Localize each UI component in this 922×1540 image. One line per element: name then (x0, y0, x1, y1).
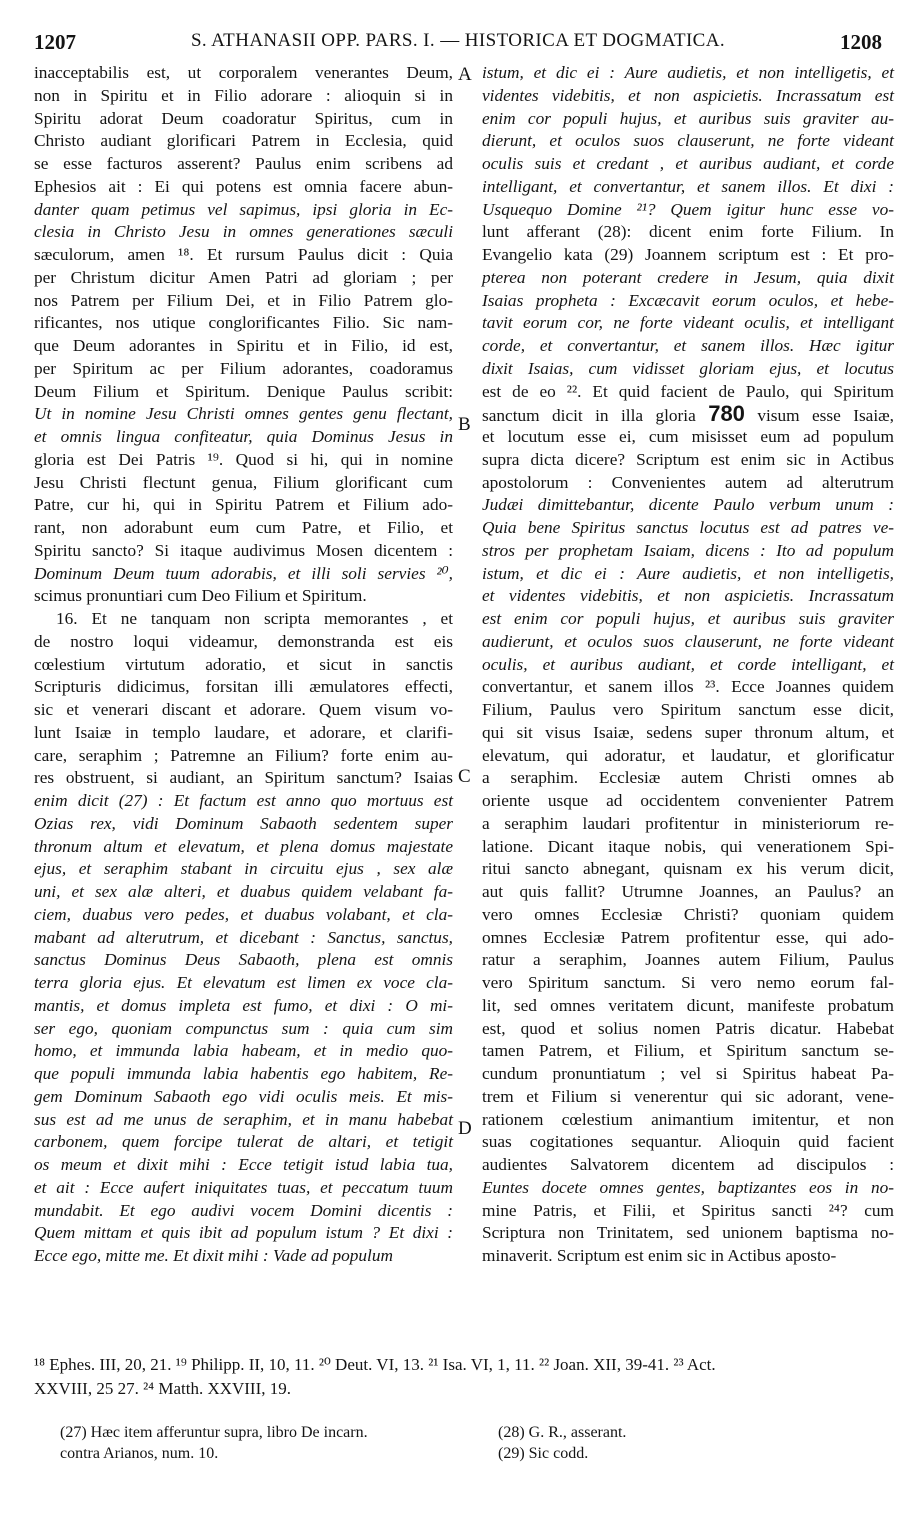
text-line: Christo audiant glorificari Patrem in Ecclesia, quid (34, 131, 453, 151)
footnote-line: (27) Hæc item afferuntur supra, libro De incarn. (60, 1424, 368, 1441)
text-line: de nostro loqui videamur, demonstranda est eis (34, 631, 453, 651)
text-line: et videntes videbitis, et non aspicietis. Incrassatum (482, 586, 894, 606)
text-line: inacceptabilis est, ut corporalem venerantes Deum, (34, 63, 453, 82)
text-line: a seraphim laudari profitentur in ministeriorum re- (482, 813, 894, 833)
text-line: ritui sancto abnegant, quisnam ex his verum dicit, (482, 859, 894, 879)
text-line: minaverit. Scriptum est enim sic in Actibus aposto- (482, 1246, 837, 1265)
text-line: sic et venerari discant et adorare. Quem visum vo- (34, 700, 453, 719)
text-line: trem et Filium si venerentur qui sic adorant, vene- (482, 1086, 894, 1106)
text-line: nos Patrem per Filium Dei, et in Filio Patrem glo- (34, 290, 453, 310)
text-line: rificantes, nos utique conglorificantes Filio. Sic nam- (34, 313, 453, 333)
text-line: istum, et dic ei : Aure audietis, et non intelligetis, (482, 563, 894, 583)
reference-line: XXVIII, 25 27. ²⁴ Matth. XXVIII, 19. (34, 1379, 292, 1398)
text-line: homo, et immunda labia habeam, et in medio quo- (34, 1041, 453, 1061)
text-line: tamen Patrem, et Filium, et Spiritum sanctum se- (482, 1041, 894, 1061)
text-line: que populi immunda labia habentis ego habitem, Re- (34, 1064, 453, 1083)
scripture-references (34, 1353, 894, 1401)
text-line: dixit Isaias, cum vidisset gloriam ejus, et locutus (482, 358, 894, 378)
text-line: tavit eorum cor, ne forte videant oculis, et intelligant (482, 313, 894, 333)
text-line: Spiritu sancto? Si itaque audivimus Mosen dicentem : (34, 540, 453, 560)
text-line: gloria est Dei Patris ¹⁹. Quod si hi, qui in nomine (34, 449, 453, 469)
text-line: Ephesios ait : Ei qui potens est omnia facere abun- (34, 176, 453, 196)
text-line: oriente usque ad occidentem convenienter Patrem (482, 791, 894, 810)
text-line: vero omnes Ecclesiæ Christi? quoniam quidem (482, 904, 894, 924)
text-line: et locutum esse ei, cum misisset eum ad populum (482, 427, 894, 446)
text-line: mabant ad alterutrum, et dicebant : Sanctus, sanctus, (34, 927, 453, 947)
text-line: 16. Et ne tanquam non scripta memorantes , et (56, 609, 453, 628)
text-line: non in Spiritu et in Filio adorare : alioquin si in (34, 85, 453, 105)
text-line: corde, et convertantur, et sanem illos. Hæc igitur (482, 336, 894, 355)
text-line: et ait : Ecce aufert iniquitates tuas, et peccatum tuum (34, 1177, 453, 1197)
text-line: Quem mittam et quis ibit ad populum istum ? Et dixi : (34, 1223, 453, 1243)
text-line: os meum et dixit mihi : Ecce tetigit istud labia tua, (34, 1155, 453, 1174)
text-line: a seraphim. Ecclesiæ autem Christi omnes ab (482, 768, 894, 788)
margin-letter-b: B (458, 414, 471, 435)
text-line: lunt Isaiæ in templo laudare, et adorare, et clarifi- (34, 722, 453, 742)
text-line: lit, sed omnes veritatem dicunt, manifeste probatum (482, 995, 894, 1015)
text-line: gem Dominum Sabaoth ego vidi oculis meis. Et mis- (34, 1086, 453, 1106)
page-number-left: 1207 (34, 30, 76, 54)
text-line: Ecce ego, mitte me. Et dixit mihi : Vade ad populum (34, 1246, 393, 1265)
margin-letter-d: D (458, 1118, 472, 1139)
text-line: ser ego, quoniam compunctus sum : quia cum sim (34, 1018, 453, 1038)
text-line: sanctum dicit in illa gloria 780 visum esse Isaiæ, (482, 401, 894, 427)
text-line: Dominum Deum tuum adorabis, et illi soli servies ²⁰, (34, 563, 453, 583)
text-line: Scriptura non Trinitatem, sed unionem baptisma no- (482, 1223, 894, 1243)
text-line: per Christum dicitur Amen Patri ad gloriam ; per (34, 267, 453, 287)
text-line: que Deum adorantes in Spiritu et in Filio, id est, (34, 336, 453, 355)
text-line: uni, et sex alæ alteri, et duabus quidem velabant fa- (34, 882, 453, 901)
text-line: est, quod et solius nomen Patris dicatur. Habebat (482, 1018, 894, 1038)
footnote-line: (28) G. R., asserant. (498, 1424, 627, 1441)
text-line: stros per prophetam Isaiam, dicens : Ito ad populum (482, 540, 894, 560)
text-line: qui sit visus Isaiæ, sedens super thronum altum, et (482, 722, 894, 742)
text-line: Quia bene Spiritus sanctus locutus est ad patres ve- (482, 518, 894, 537)
text-line: aut quis fallit? Utrumne Joannes, an Paulus? an (482, 882, 894, 901)
right-column (482, 62, 894, 1268)
text-line: audierunt, et oculos suos clauserunt, ne forte videant (482, 631, 894, 651)
text-line: ciem, duabus vero pedes, et duabus volabant, et cla- (34, 904, 453, 924)
text-line: et omnis lingua confiteatur, quia Dominus Jesus in (34, 427, 453, 446)
margin-letter-a: A (458, 64, 472, 85)
text-line: Filium, Paulus vero Spiritum sanctum esse dicit, (482, 700, 894, 719)
text-line: Jesu Christi flectunt genua, Filium glorificant cum (34, 472, 453, 492)
text-line: lunt afferant (28): dicent enim forte Filium. In (482, 222, 894, 242)
text-line: cœlestium virtutum adoratio, et sicut in sanctis (34, 654, 453, 674)
text-line: ratur a seraphim, Joannes autem Filium, Paulus (482, 950, 894, 970)
text-line: elevatum, qui adoratur, et laudatur, et glorificatur (482, 745, 894, 765)
text-line: ejus, et seraphim stabant in circuitu ejus , sex alæ (34, 859, 453, 879)
text-line: oculis suis et credant , et auribus audiant, et corde (482, 154, 894, 173)
text-line: Scripturis didicimus, forsitan illi æmulatores effecti, (34, 677, 453, 697)
text-line: mundabit. Et ego audivi vocem Domini dicentis : (34, 1200, 453, 1220)
text-line: Deum Filium et Spiritum. Denique Paulus scribit: (34, 381, 453, 401)
text-line: cundum pronuntiatum ; vel si Spiritus habeat Pa- (482, 1064, 894, 1083)
left-column (34, 62, 453, 1268)
text-line: latione. Dicant itaque nobis, qui venerationem Spi- (482, 836, 894, 856)
text-line: sanctus Dominus Deus Sabaoth, plena est omnis (34, 950, 453, 970)
running-header (34, 30, 882, 60)
text-line: Patre, cur hi, qui in Spiritu Patrem et Filium ado- (34, 495, 453, 515)
text-line: Spiritu adorat Deum coadoratur Spiritus, cum in (34, 108, 453, 128)
text-line: mine Patris, et Filii, et Spiritus sancti ²⁴? cum (482, 1200, 894, 1220)
text-line: terra gloria ejus. Et elevatum est limen ex voce cla- (34, 973, 453, 992)
text-line: clesia in Christo Jesu in omnes generationes sæculi (34, 222, 453, 242)
text-line: pterea non poterant credere in Jesum, quia dixit (482, 267, 894, 287)
text-line: Isaias propheta : Excæcavit eorum oculos, et hebe- (482, 290, 894, 310)
text-line: thronum altum et elevatum, et plena domus majestate (34, 836, 453, 856)
column-marker-number: 780 (708, 401, 745, 427)
text-line: audientes Salvatorem dicentem ad discipulos : (482, 1155, 894, 1174)
text-line: sus est ad me unus de seraphim, et in manu habebat (34, 1109, 453, 1129)
text-line: Evangelio kata (29) Joannem scriptum est : Et pro- (482, 245, 894, 264)
reference-line: ¹⁸ Ephes. III, 20, 21. ¹⁹ Philipp. II, 10, 11. ²⁰ Deut. VI, 13. ²¹ Isa. VI, 1, 11. ²² Joan. XII, 39-41. ²³ Act. (34, 1355, 716, 1374)
text-line: istum, et dic ei : Aure audietis, et non intelligetis, et (482, 63, 894, 82)
text-line: sæculorum, amen ¹⁸. Et rursum Paulus dicit : Quia (34, 245, 453, 264)
text-line: videntes videbitis, et non aspicietis. Incrassatum est (482, 85, 894, 105)
text-line: oculis, et auribus audiant, et corde intelligant, et (482, 654, 894, 674)
text-line: intelligant, et convertantur, et sanem illos. Et dixi : (482, 176, 894, 196)
text-line: danter quam petimus vel sapimus, ipsi gloria in Ec- (34, 199, 453, 219)
text-line: Judæi dimittebantur, dicente Paulo verbum unum : (482, 495, 894, 515)
text-line: enim cor populi hujus, et auribus suis graviter au- (482, 108, 894, 128)
page-number-right: 1208 (840, 30, 882, 54)
text-line: res obstruent, si audiant, an Spiritum sanctum? Isaias (34, 768, 453, 788)
text-line: scimus pronuntiari cum Deo Filium et Spiritum. (34, 586, 367, 606)
text-line: care, seraphim ; Patremne an Filium? forte enim au- (34, 745, 453, 765)
text-line: omnes Ecclesiæ Patrem profitentur esse, qui ado- (482, 927, 894, 947)
text-line: Usquequo Domine ²¹? Quem igitur hunc esse vo- (482, 199, 894, 219)
text-line: se esse facturos asserent? Paulus enim scribens ad (34, 154, 453, 173)
text-line: Ut in nomine Jesu Christi omnes gentes genu flectant, (34, 404, 453, 424)
text-line: vero Spiritum sanctum. Si vero nemo eorum fal- (482, 973, 894, 992)
text-line: suas cogitationes sequantur. Alioquin quid facient (482, 1132, 894, 1152)
text-line: Euntes docete omnes gentes, baptizantes eos in no- (482, 1177, 894, 1197)
text-line: Ozias rex, vidi Dominum Sabaoth sedentem super (34, 813, 453, 833)
text-line: mantis, et domus impleta est fumo, et dixi : O mi- (34, 995, 453, 1015)
running-title: S. ATHANASII OPP. PARS. I. — HISTORICA ET DOGMATICA. (190, 30, 726, 51)
text-line: per Spiritum ac per Filium adorantes, coadoramus (34, 358, 453, 378)
text-line: convertantur, et sanem illos ²³. Ecce Joannes quidem (482, 677, 894, 697)
footnotes-left (60, 1422, 460, 1464)
text-line: carbonem, quem forcipe tulerat de altari, et tetigit (34, 1132, 453, 1152)
text-line: apostolorum : Convenientes autem ad alterutrum (482, 472, 894, 492)
text-line: supra dicta dicere? Scriptum est enim sic in Actibus (482, 449, 894, 469)
text-line: dierunt, et oculos suos clauserunt, ne forte videant (482, 131, 894, 151)
text-line: est enim cor populi hujus, et auribus suis graviter (482, 609, 894, 628)
footnote-line: (29) Sic codd. (498, 1445, 589, 1462)
text-line: rationem cœlestium animantium imitentur, et non (482, 1109, 894, 1129)
footnotes-right (498, 1422, 898, 1464)
text-line: rant, non adorabunt eum cum Patre, et Filio, et (34, 518, 453, 537)
text-line: enim dicit (27) : Et factum est anno quo mortuus est (34, 791, 453, 810)
footnote-line: contra Arianos, num. 10. (60, 1445, 219, 1462)
margin-letter-c: C (458, 766, 471, 787)
text-line: est de eo ²². Et quid facient de Paulo, qui Spiritum (482, 381, 894, 401)
